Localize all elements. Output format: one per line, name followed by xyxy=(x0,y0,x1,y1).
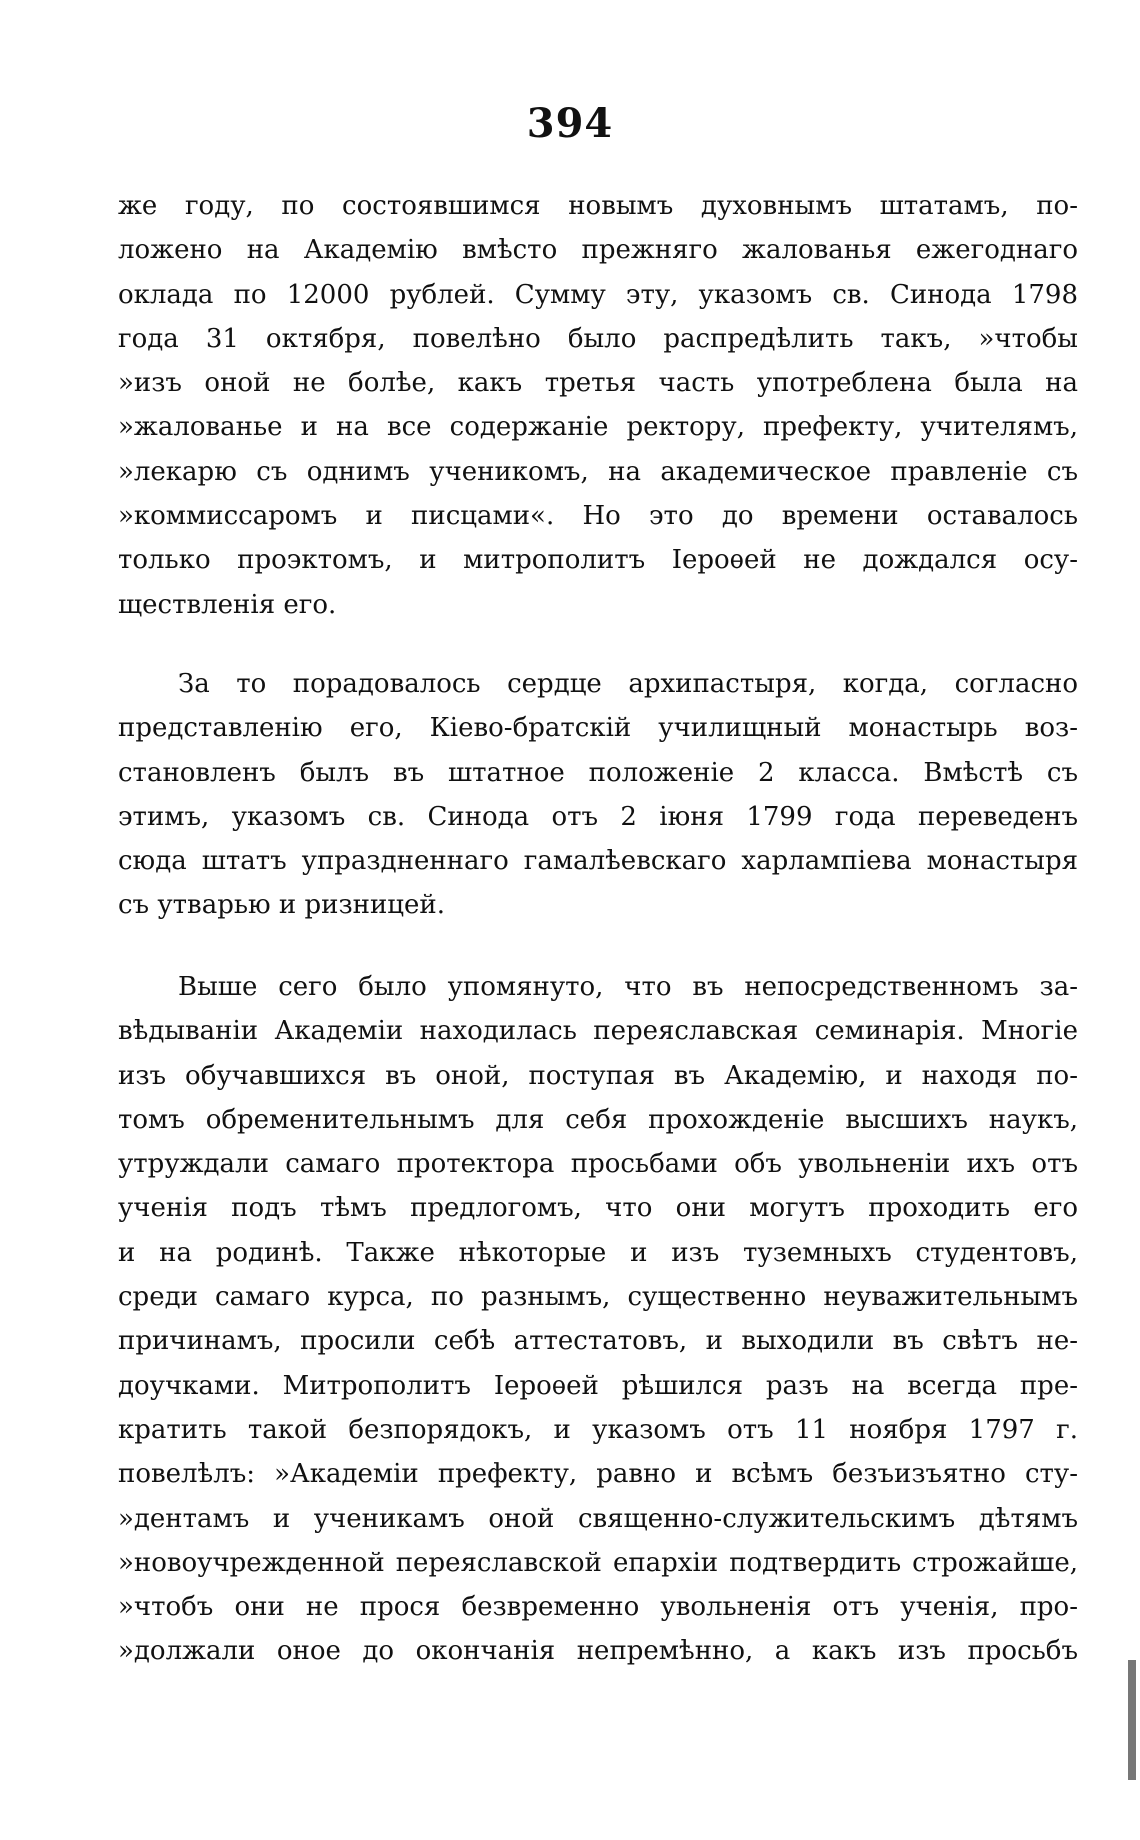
text-line: съ утварью и ризницей. xyxy=(118,890,445,921)
text-line: ложено на Академію вмѣсто прежняго жалованья ежегоднаго xyxy=(118,235,1078,266)
text-line: представленію его, Кіево-братскій училищный монастырь воз- xyxy=(118,713,1078,744)
text-line: вѣдываніи Академіи находилась переяславская семинарія. Многіе xyxy=(118,1016,1078,1047)
text-line: причинамъ, просили себѣ аттестатовъ, и выходили въ свѣтъ не- xyxy=(118,1326,1078,1357)
text-line: »лекарю съ однимъ ученикомъ, на академическое правленіе съ xyxy=(118,456,1078,487)
text-line: года 31 октября, повелѣно было распредѣлить такъ, »чтобы xyxy=(118,323,1078,354)
text-line: ществленія его. xyxy=(118,589,337,620)
text-line: доучками. Митрополитъ Іероѳей рѣшился разъ на всегда пре- xyxy=(118,1370,1078,1401)
text-line: »чтобъ они не прося безвременно увольненія отъ ученія, про- xyxy=(118,1592,1078,1623)
text-line: утруждали самаго протектора просьбами объ увольненіи ихъ отъ xyxy=(118,1149,1078,1180)
text-line: Выше сего было упомянуто, что въ непосредственномъ за- xyxy=(178,972,1078,1002)
text-line: сюда штатъ упраздненнаго гамалѣевскаго харлампіева монастыря xyxy=(118,846,1078,877)
scan-edge-mark xyxy=(1128,1660,1136,1780)
text-line: »изъ оной не болѣе, какъ третья часть употреблена была на xyxy=(118,368,1078,399)
text-line: же году, по состоявшимся новымъ духовнымъ штатамъ, по- xyxy=(118,191,1078,221)
text-line: За то порадовалось сердце архипастыря, когда, согласно xyxy=(178,669,1078,699)
text-line: среди самаго курса, по разнымъ, существенно неуважительнымъ xyxy=(118,1282,1078,1313)
text-line: »жалованье и на все содержаніе ректору, префекту, учителямъ, xyxy=(118,412,1078,443)
text-line: только проэктомъ, и митрополитъ Іероѳей не дождался осу- xyxy=(118,545,1078,576)
text-line: томъ обременительнымъ для себя прохожденіе высшихъ наукъ, xyxy=(118,1104,1078,1135)
text-line: ученія подъ тѣмъ предлогомъ, что они могутъ проходить его xyxy=(118,1193,1078,1224)
text-line: становленъ былъ въ штатное положеніе 2 класса. Вмѣстѣ съ xyxy=(118,757,1078,788)
text-line: »новоучрежденной переяславской епархіи подтвердить строжайше, xyxy=(118,1547,1078,1578)
text-line: »дентамъ и ученикамъ оной священно-служительскимъ дѣтямъ xyxy=(118,1503,1078,1534)
text-line: »должали оное до окончанія непремѣнно, а какъ изъ просьбъ xyxy=(118,1636,1078,1667)
text-line: изъ обучавшихся въ оной, поступая въ Академію, и находя по- xyxy=(118,1060,1078,1091)
text-line: этимъ, указомъ св. Синода отъ 2 іюня 1799 года переведенъ xyxy=(118,801,1078,832)
paragraph-3 xyxy=(118,965,1078,1674)
text-line: оклада по 12000 рублей. Сумму эту, указомъ св. Синода 1798 xyxy=(118,279,1078,310)
paragraph-1 xyxy=(118,184,1078,627)
page-number: 394 xyxy=(526,100,614,147)
text-line: повелѣлъ: »Академіи префекту, равно и всѣмъ безъизъятно сту- xyxy=(118,1459,1078,1490)
text-line: »коммиссаромъ и писцами«. Но это до времени оставалось xyxy=(118,501,1078,532)
paragraph-2 xyxy=(118,662,1078,928)
text-line: и на родинѣ. Также нѣкоторые и изъ туземныхъ студентовъ, xyxy=(118,1237,1078,1268)
text-line: кратить такой безпорядокъ, и указомъ отъ 11 ноября 1797 г. xyxy=(118,1414,1078,1445)
